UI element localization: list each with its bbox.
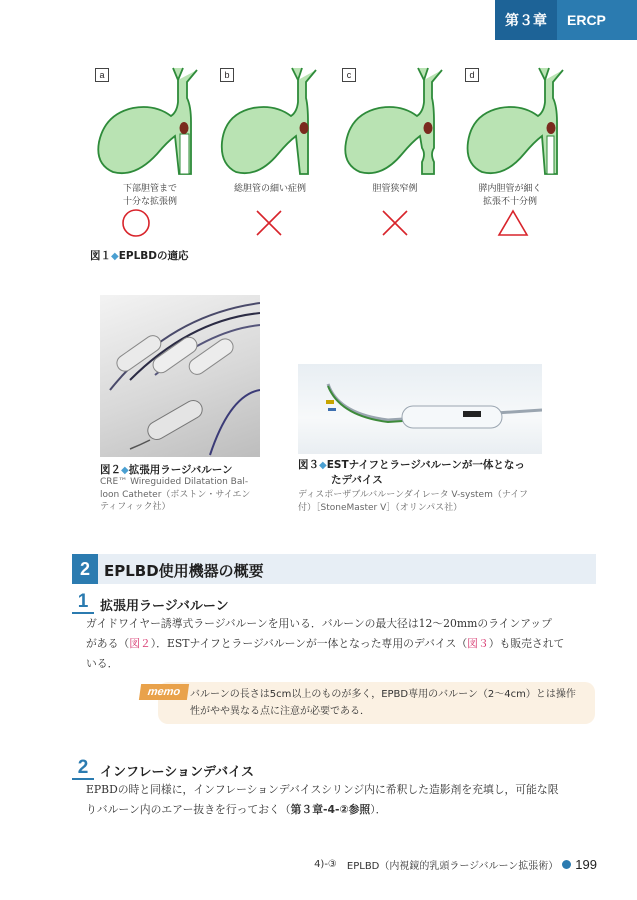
chapter-ref-link[interactable]: 第３章-4-②参照 [290,803,371,816]
section-number: 2 [72,554,98,584]
chapter-number: 第３章 [495,0,557,40]
figure1-caption-c: 胆管狭窄例 [372,184,418,194]
stonemaster-device-image [298,364,542,454]
figure1-panel-d [465,62,585,180]
cross-mark-icon [378,208,412,238]
memo-text: バルーンの長さは5cm以上のものが多く，EPBD専用のバルーン（2～4cm）とは操作 性がやや異なる点に注意が必要である． [190,689,576,717]
circle-mark-icon [119,208,153,238]
figure3-title: 図３◆ESTナイフとラージバルーンが一体となっ たデバイス [298,459,525,486]
figure1-caption-a: 下部胆管まで 十分な拡張例 [122,184,177,207]
balloon-catheter-image [100,295,260,457]
bile-duct-illustration-c [342,62,462,180]
figure2-title: 図２◆拡張用ラージバルーン [100,464,233,476]
subsection-number: 1 [77,591,89,612]
figure2-subcaption: CRE™ Wireguided Dilatation Bal- loon Catheter（ボストン・サイエン ティフィック社） [100,477,251,512]
panel-label: c [342,68,356,82]
subsection-title: 拡張用ラージバルーン [100,599,229,614]
figure1-panel-b [220,62,340,180]
figure1-panel-a [95,62,215,180]
figure1-title: 図１◆EPLBDの適応 [90,250,189,262]
bile-duct-illustration-b [220,62,340,180]
page-footer [314,857,597,872]
balloon-catheter-photo [100,295,260,457]
memo-tag: memo [139,684,189,700]
diamond-icon: ◆ [121,465,129,476]
panel-label: d [465,68,479,82]
figure1-caption-d: 膵内胆管が細く 拡張不十分例 [478,184,542,207]
subsection1-body: ガイドワイヤー誘導式ラージバルーンを用いる．バルーンの最大径は12～20mmのラインアップ がある（図２）．ESTナイフとラージバルーンが一体となった専用のデバイス（図３）も販売されて いる． [86,617,565,670]
figure3-subcaption: ディスポーザブルバルーンダイレータ V-system（ナイフ 付）［StoneMaster V］（オリンパス社） [298,490,528,513]
chapter-name: ERCP [567,12,606,28]
subsection-number: 2 [77,757,89,778]
bile-duct-illustration-a [95,62,215,180]
triangle-mark-icon [496,208,530,238]
bile-duct-illustration-d [465,62,585,180]
subsection2-body: EPBDの時と同様に，インフレーションデバイスシリンジ内に希釈した造影剤を充填し，可能な限 りバルーン内のエアー抜きを行っておく（第３章-4-②参照）． [86,783,559,816]
cross-mark-icon [252,208,286,238]
figure1-panel-c [342,62,462,180]
stonemaster-device-photo [298,364,542,454]
figure3-ref-link[interactable]: 図３ [467,637,489,650]
footer-section: 4)-③ [314,859,337,870]
subsection-title: インフレーションデバイス [100,765,255,780]
figure2-ref-link[interactable]: 図２ [129,637,151,650]
footer-title: EPLBD（内視鏡的乳頭ラージバルーン拡張術） [346,861,559,872]
chapter-tab [495,0,637,40]
diamond-icon: ◆ [319,460,327,471]
panel-label: a [95,68,109,82]
page-number: 199 [575,857,597,872]
figure1-caption-b: 総胆管の細い症例 [233,184,306,194]
diamond-icon: ◆ [111,251,119,262]
bullet-icon [562,860,571,869]
section-title: EPLBD使用機器の概要 [104,562,264,580]
panel-label: b [220,68,234,82]
